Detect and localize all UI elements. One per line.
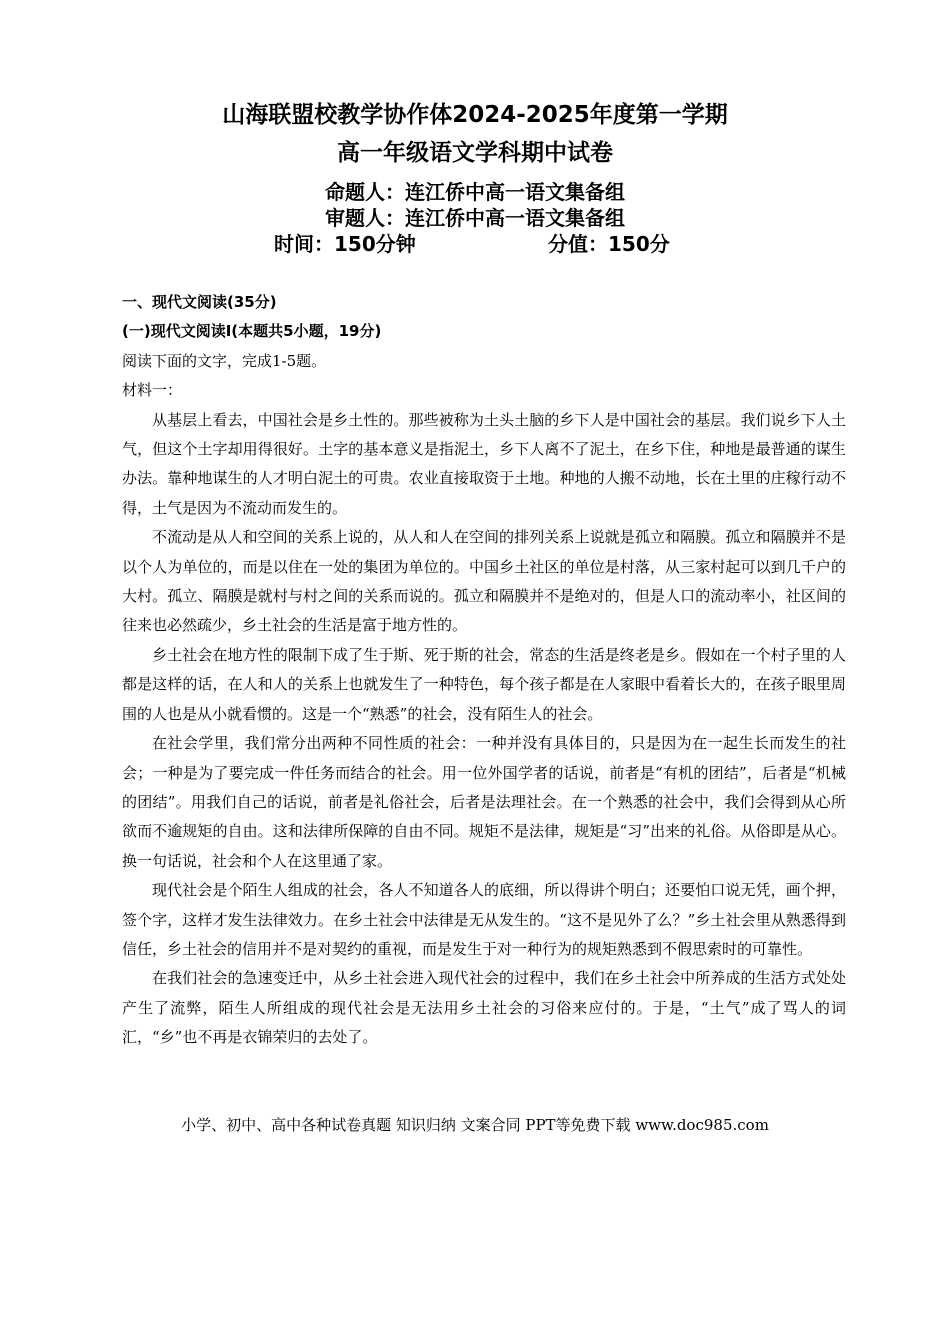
footer-ad-text: 小学、初中、高中各种试卷真题 知识归纳 文案合同 PPT等免费下载 www.doc985.com — [181, 1116, 769, 1134]
reviewer-line: 审题人：连江侨中高一语文集备组 — [325, 206, 625, 230]
exam-time: 时间：150分钟 — [274, 232, 416, 256]
paragraph-2: 不流动是从人和空间的关系上说的，从人和人在空间的排列关系上说就是孤立和隔膜。孤立和隔膜并不是以个人为单位的，而是以住在一处的集团为单位的。中国乡土社区的单位是村落，从三家村起可以到几千户的大村。孤立、隔膜是就村与村之间的关系而说的。孤立和隔膜并不是绝对的，但是人口的流动率小，社区间的往来也必然疏少，乡土社会的生活是富于地方性的。 — [122, 528, 846, 635]
paragraph-3: 乡土社会在地方性的限制下成了生于斯、死于斯的社会，常态的生活是终老是乡。假如在一个村子里的人都是这样的话，在人和人的关系上也就发生了一种特色，每个孩子都是在人家眼中看着长大的，在孩子眼里周围的人也是从小就看惯的。这是一个“熟悉”的社会，没有陌生人的社会。 — [122, 645, 846, 723]
paragraph-5: 现代社会是个陌生人组成的社会，各人不知道各人的底细，所以得讲个明白；还要怕口说无凭，画个押，签个字，这样才发生法律效力。在乡土社会中法律是无从发生的。“这不是见外了么？”乡土社会里从熟悉得到信任，乡土社会的信用并不是对契约的重视，而是发生于对一种行为的规矩熟悉到不假思索时的可靠性。 — [122, 881, 846, 958]
section-subheading: (一)现代文阅读Ⅰ(本题共5小题，19分) — [122, 322, 382, 341]
section-heading: 一、现代文阅读(35分) — [122, 293, 277, 311]
paragraph-4: 在社会学里，我们常分出两种不同性质的社会：一种并没有具体目的，只是因为在一起生长而发生的社会；一种是为了要完成一件任务而结合的社会。用一位外国学者的话说，前者是“有机的团结”，后者是“机械的团结”。用我们自己的话说，前者是礼俗社会，后者是法理社会。在一个熟悉的社会中，我们会得到从心所欲而不逾规矩的自由。这和法律所保障的自由不同。规矩不是法律，规矩是“习”出来的礼俗。从俗即是从心。换一句话说，社会和个人在这里通了家。 — [122, 734, 846, 870]
setter-line: 命题人：连江侨中高一语文集备组 — [325, 180, 625, 204]
material-label: 材料一： — [122, 381, 183, 400]
exam-title-line2: 高一年级语文学科期中试卷 — [337, 140, 613, 166]
paragraph-6: 在我们社会的急速变迁中，从乡土社会进入现代社会的过程中，我们在乡土社会中所养成的生活方式处处产生了流弊，陌生人所组成的现代社会是无法用乡土社会的习俗来应付的。于是，“土气”成了骂人的词汇，“乡”也不再是衣锦荣归的去处了。 — [122, 969, 846, 1047]
exam-score: 分值：150分 — [548, 232, 670, 256]
paragraph-1: 从基层上看去，中国社会是乡土性的。那些被称为土头土脑的乡下人是中国社会的基层。我们说乡下人土气，但这个土字却用得很好。土字的基本意义是指泥土，乡下人离不了泥土，在乡下住，种地是最普通的谋生办法。靠种地谋生的人才明白泥土的可贵。农业直接取资于土地。种地的人搬不动地，长在土里的庄稼行动不得，土气是因为不流动而发生的。 — [122, 410, 846, 517]
time-score-row — [0, 230, 950, 258]
reading-section — [122, 288, 846, 1053]
instruction-text: 阅读下面的文字，完成1-5题。 — [122, 351, 327, 370]
exam-title-line1: 山海联盟校教学协作体2024-2025年度第一学期 — [222, 102, 728, 128]
